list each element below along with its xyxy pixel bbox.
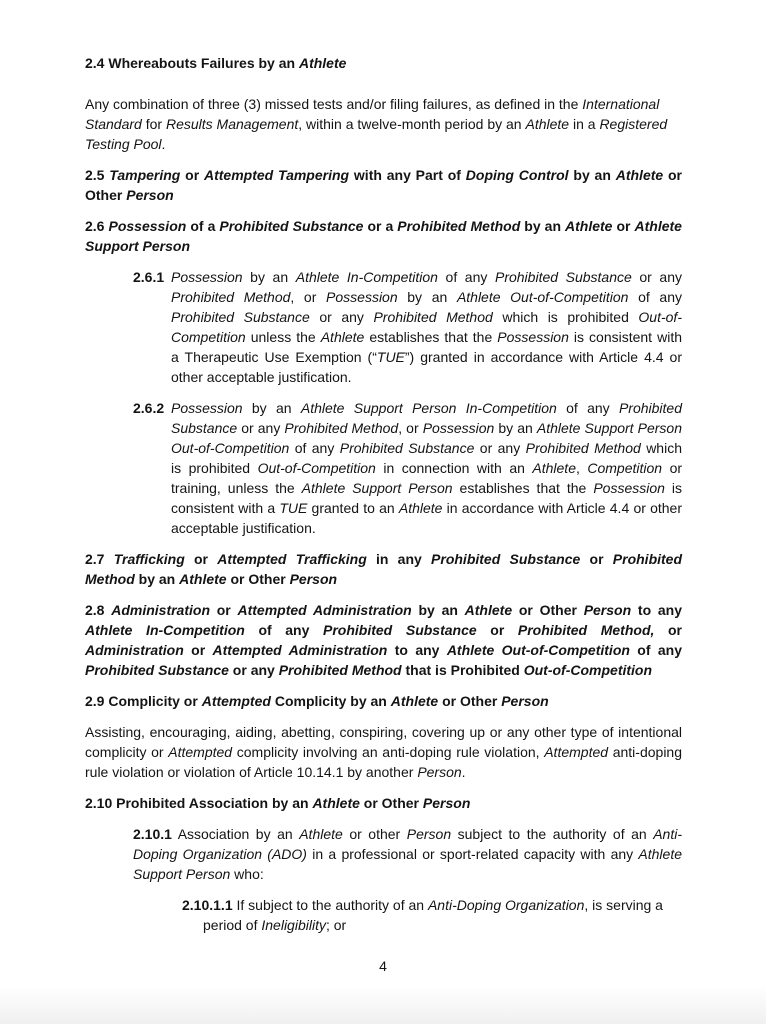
text-run: or Other (85, 167, 683, 203)
text-run: of a (186, 218, 220, 234)
text-run: in any (366, 551, 432, 567)
text-run: Prohibited Substance (339, 440, 475, 456)
text-run: or (654, 622, 683, 638)
text-run: Possession (422, 420, 495, 436)
text-run: Person (501, 693, 549, 709)
text-run: anti-doping rule violation or violation of Article 10.14.1 by another (85, 744, 682, 780)
text-run: Athlete Support Person In-Competition (300, 400, 557, 416)
text-run: Possession (497, 329, 569, 345)
section-heading-2-5 (85, 165, 682, 205)
text-run: If subject to the authority of an (232, 897, 428, 913)
text-run: Athlete Out-of-Competition (456, 289, 629, 305)
text-run: Athlete Support Person (301, 480, 453, 496)
text-run: or Other (359, 795, 423, 811)
page-bottom-shadow (0, 986, 766, 1024)
text-run: or any (228, 662, 279, 678)
text-run: 2.9 Complicity or (85, 693, 202, 709)
text-run: or any (474, 440, 526, 456)
text-run: Athlete In-Competition (295, 269, 438, 285)
text-run: , (575, 460, 588, 476)
text-run: or (180, 167, 204, 183)
clause-text-2-6-1 (171, 267, 682, 387)
text-run: to any (387, 642, 447, 658)
text-run: TUE (279, 500, 308, 516)
text-run: for (141, 116, 166, 132)
text-run: Prohibited Method (373, 309, 493, 325)
text-run: 2.5 (85, 167, 110, 183)
text-run: Assisting, encouraging, aiding, abetting, conspiring, covering up or any other type of intentional complicity or (85, 724, 682, 760)
text-run: of any (244, 622, 324, 638)
text-run: Anti-Doping Organization (427, 897, 585, 913)
text-run: 2.7 (85, 551, 114, 567)
text-run: by an (568, 167, 616, 183)
text-run: Prohibited Method (278, 662, 402, 678)
text-run: of any (437, 269, 495, 285)
text-run: Prohibited Substance (85, 662, 229, 678)
text-run: of any (629, 642, 683, 658)
text-run: Athlete (390, 693, 439, 709)
text-run: establishes that the (452, 480, 594, 496)
text-run: in accordance with Article 4.4 or other acceptable justification. (171, 500, 682, 536)
text-run: Administration (85, 642, 184, 658)
text-run: unless the (245, 329, 321, 345)
text-run: Out-of-Competition (257, 460, 376, 476)
page-content (85, 53, 682, 946)
text-run: Association by an (171, 826, 300, 842)
section-heading-2-4 (85, 53, 682, 73)
text-run: Prohibited Substance (323, 622, 477, 638)
text-run: Competition (587, 460, 663, 476)
text-run: or Other (226, 571, 290, 587)
text-run: . (461, 764, 466, 780)
page-number: 4 (379, 958, 387, 974)
text-run: which is prohibited (492, 309, 639, 325)
text-run: is consistent with a (171, 480, 683, 516)
clause-2-10-1-1 (182, 895, 682, 935)
clause-text-2-6-2 (171, 398, 682, 538)
text-run: by an (520, 218, 566, 234)
text-run: or a (363, 218, 398, 234)
text-run: in a (569, 116, 600, 132)
text-run: 2.6 (85, 218, 109, 234)
text-run: Person (583, 602, 632, 618)
text-run: Attempted Administration (237, 602, 412, 618)
text-run: Attempted (544, 744, 609, 760)
text-run: Possession (108, 218, 187, 234)
text-run: Trafficking (113, 551, 185, 567)
text-run: 2.4 Whereabouts Failures by an (85, 55, 299, 71)
text-run: Prohibited Method (397, 218, 521, 234)
text-run: or any (309, 309, 374, 325)
text-run: by an (242, 400, 301, 416)
text-run: in a professional or sport-related capacity with any (306, 846, 639, 862)
text-run: or (580, 551, 613, 567)
text-run: Possession (171, 269, 243, 285)
text-run: , within a twelve-month period by an (298, 116, 526, 132)
text-run: Attempted Tampering (204, 167, 350, 183)
text-run: or Other (438, 693, 502, 709)
text-run: Possession (171, 400, 243, 416)
text-run: Prohibited Substance (171, 400, 682, 436)
paragraph-2-9 (85, 722, 682, 782)
text-run: Out-of-Competition (523, 662, 653, 678)
text-run: Registered Testing Pool (85, 116, 668, 152)
text-run: subject to the authority of an (451, 826, 654, 842)
text-run: Person (406, 826, 452, 842)
text-run: Athlete (398, 500, 443, 516)
text-run: Administration (111, 602, 210, 618)
clause-2-10-1 (133, 824, 682, 884)
text-run: International Standard (85, 96, 660, 132)
text-run: ”) granted in accordance with Article 4.4 or other acceptable justification. (171, 349, 682, 385)
text-run: by an (494, 420, 537, 436)
text-run: Athlete Support Person Out-of-Competition (171, 420, 682, 456)
text-run: Prohibited Method (525, 440, 641, 456)
section-heading-2-10 (85, 793, 682, 813)
text-run: Anti-Doping Organization (ADO) (133, 826, 683, 862)
text-run: Ineligibility (261, 917, 326, 933)
text-run: Any combination of three (3) missed tests and/or filing failures, as defined in the (85, 96, 583, 112)
text-run: Athlete Support Person (85, 218, 682, 254)
text-run: , or (398, 420, 423, 436)
text-run: 2.8 (85, 602, 112, 618)
text-run: Attempted Administration (212, 642, 388, 658)
text-run: of any (628, 289, 682, 305)
text-run: Prohibited Method, (517, 622, 655, 638)
text-run: Person (422, 795, 471, 811)
text-run: Person (417, 764, 462, 780)
text-run: Athlete (565, 218, 613, 234)
text-run: 2.10 Prohibited Association by an (85, 795, 313, 811)
text-run: Athlete (179, 571, 227, 587)
text-run: or any (237, 420, 285, 436)
text-run: or training, unless the (171, 460, 683, 496)
text-run: Athlete (532, 460, 576, 476)
text-run: Athlete Support Person (133, 846, 683, 882)
text-run: Prohibited Method (171, 289, 291, 305)
text-run: Possession (326, 289, 398, 305)
clause-number-2-6-1: 2.6.1 (133, 269, 165, 285)
text-run: or other (342, 826, 407, 842)
text-run: of any (289, 440, 340, 456)
text-run: Results Management (165, 116, 299, 132)
section-heading-2-9 (85, 691, 682, 711)
text-run: Possession (593, 480, 665, 496)
section-heading-2-7 (85, 549, 682, 589)
text-run: Prohibited Substance (219, 218, 364, 234)
section-heading-2-8 (85, 600, 682, 680)
text-run: is consistent with a Therapeutic Use Exemption (“ (171, 329, 682, 365)
text-run: Athlete (299, 826, 343, 842)
text-run: or (184, 551, 218, 567)
text-run: Athlete (298, 55, 347, 71)
text-run: Athlete (320, 329, 365, 345)
clause-2-6-1 (133, 267, 682, 387)
text-run: . (161, 136, 166, 152)
text-run: of any (556, 400, 619, 416)
text-run: TUE (376, 349, 405, 365)
text-run: or (476, 622, 518, 638)
text-run: which is prohibited (171, 440, 682, 476)
clause-2-6-2 (133, 398, 682, 538)
text-run: granted to an (307, 500, 399, 516)
text-run: Attempted Trafficking (217, 551, 367, 567)
text-run: who: (230, 866, 264, 882)
text-run: by an (411, 602, 465, 618)
text-run: 2.10.1 (133, 826, 172, 842)
text-run: by an (397, 289, 457, 305)
text-run: Prohibited Method (284, 420, 399, 436)
text-run: in connection with an (375, 460, 533, 476)
text-run: , or (290, 289, 327, 305)
text-run: Prohibited Method (85, 551, 683, 587)
text-run: or any (631, 269, 682, 285)
clause-number-2-6-2: 2.6.2 (133, 400, 165, 416)
text-run: by an (242, 269, 296, 285)
text-run: Athlete Out-of-Competition (446, 642, 630, 658)
text-run: to any (631, 602, 682, 618)
text-run: Doping Control (465, 167, 569, 183)
text-run: complicity involving an anti-doping rule violation, (232, 744, 545, 760)
text-run: Athlete (615, 167, 664, 183)
text-run: that is Prohibited (401, 662, 524, 678)
text-run: Athlete (464, 602, 513, 618)
text-run: Person (289, 571, 338, 587)
text-run: ; or (325, 917, 347, 933)
paragraph-2-4 (85, 94, 682, 154)
text-run: Complicity by an (270, 693, 391, 709)
text-run: Person (126, 187, 174, 203)
text-run: or Other (512, 602, 584, 618)
text-run: or (183, 642, 213, 658)
text-run: Athlete In-Competition (85, 622, 245, 638)
text-run: Attempted (168, 744, 233, 760)
section-heading-2-6 (85, 216, 682, 256)
text-run: Athlete (312, 795, 360, 811)
text-run: or (612, 218, 635, 234)
text-run: 2.10.1.1 (182, 897, 233, 913)
text-run: Prohibited Substance (494, 269, 632, 285)
text-run: Prohibited Substance (171, 309, 310, 325)
text-run: Attempted (201, 693, 271, 709)
text-run: , is serving a period of (203, 897, 663, 933)
text-run: Tampering (109, 167, 181, 183)
text-run: Out-of-Competition (171, 309, 682, 345)
text-run: by an (134, 571, 180, 587)
text-run: Prohibited Substance (431, 551, 581, 567)
text-run: with any Part of (349, 167, 466, 183)
text-run: or (210, 602, 238, 618)
text-run: Athlete (525, 116, 570, 132)
text-run: establishes that the (364, 329, 498, 345)
